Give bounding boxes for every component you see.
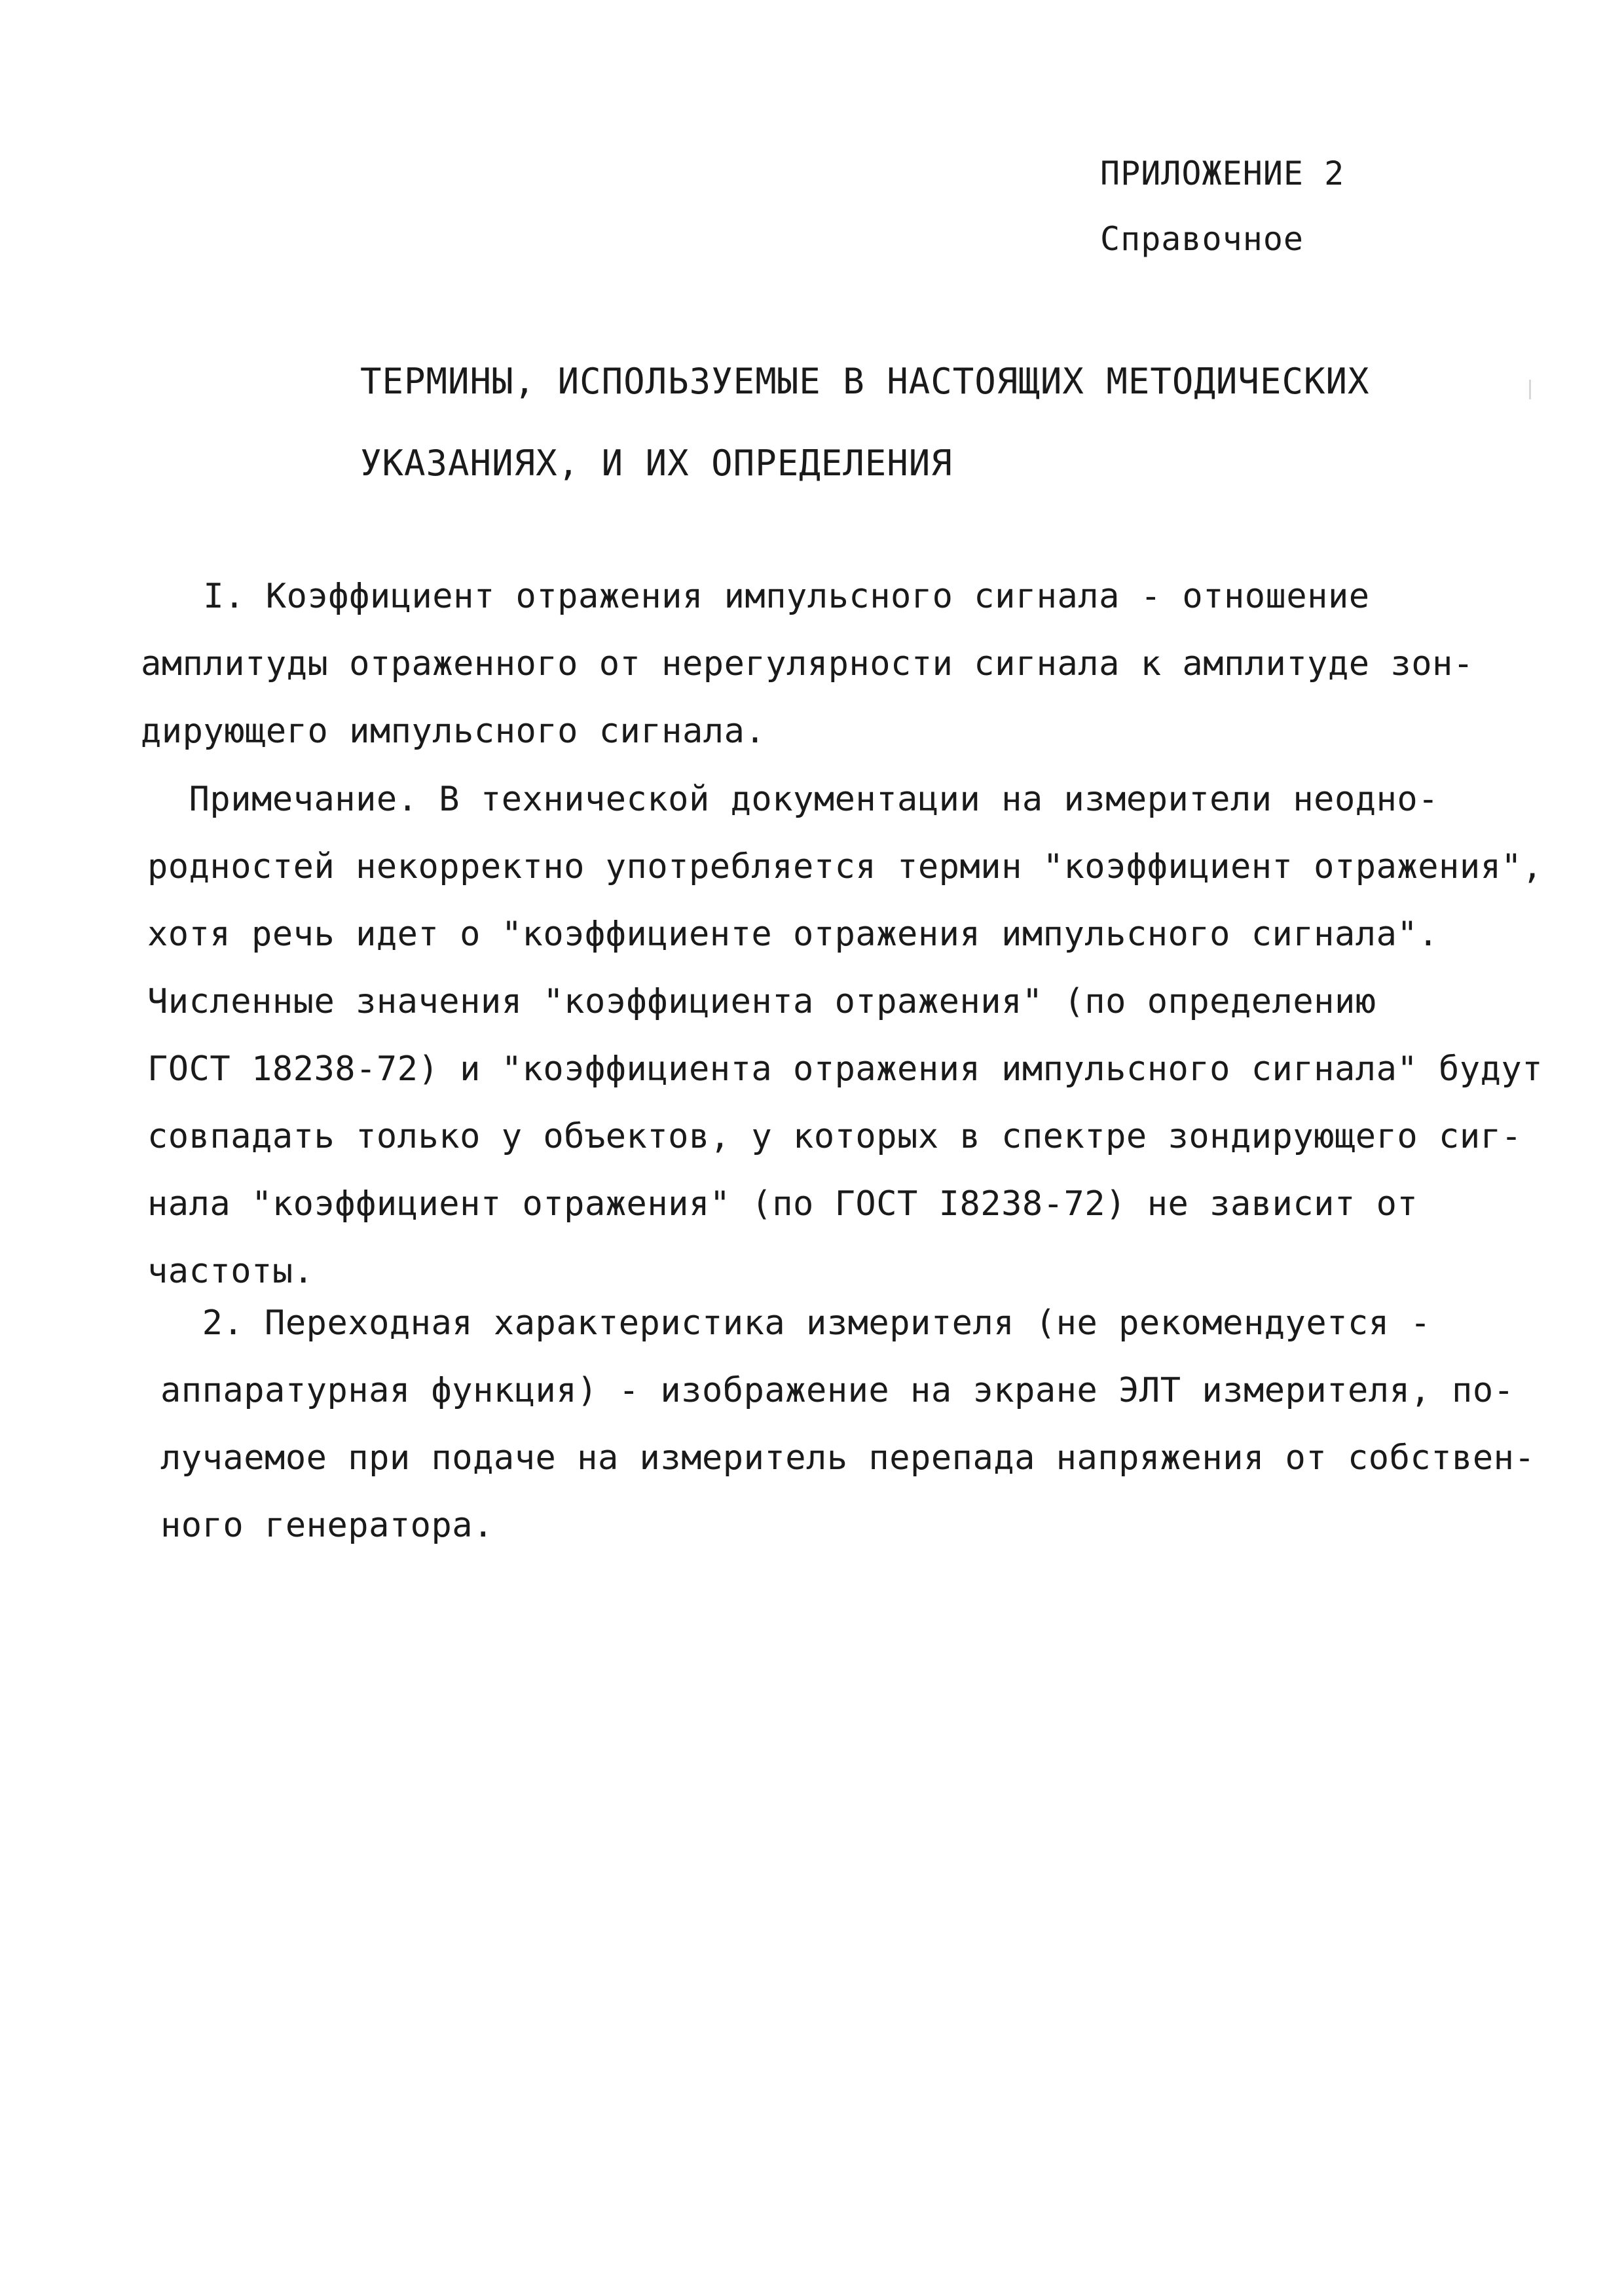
text-line: лучаемое при подаче на измеритель перепада напряжения от собствен- <box>160 1438 1536 1478</box>
appendix-type: Справочное <box>1100 220 1304 258</box>
scan-margin-mark <box>1529 380 1531 399</box>
paragraph-note <box>147 766 1543 1305</box>
text-line: дирующего импульсного сигнала. <box>141 712 766 751</box>
text-line: хотя речь идет о "коэффициенте отражения импульсного сигнала". <box>147 915 1439 954</box>
text-line: Примечание. В технической документации на измерители неодно- <box>147 780 1439 819</box>
title-line: ТЕРМИНЫ, ИСПОЛЬЗУЕМЫЕ В НАСТОЯЩИХ МЕТОДИЧЕСКИХ <box>360 361 1370 402</box>
text-line: ГОСТ 18238-72) и "коэффициента отражения импульсного сигнала" будут <box>147 1049 1543 1089</box>
text-line: амплитуды отраженного от нерегулярности сигнала к амплитуде зон- <box>141 644 1474 683</box>
appendix-header <box>1100 141 1344 272</box>
text-line: частоты. <box>147 1252 314 1291</box>
document-title <box>360 340 1370 504</box>
appendix-label: ПРИЛОЖЕНИЕ 2 <box>1100 155 1345 192</box>
text-line: совпадать только у объектов, у которых в спектре зондирующего сиг- <box>147 1117 1522 1156</box>
paragraph-definition-2 <box>160 1290 1535 1559</box>
text-line: Численные значения "коэффициента отражения" (по определению <box>147 982 1376 1021</box>
text-line: родностей некорректно употребляется термин "коэффициент отражения", <box>147 847 1543 886</box>
text-line: ного генератора. <box>160 1506 494 1545</box>
text-line: I. Коэффициент отражения импульсного сигнала - отношение <box>141 577 1370 616</box>
paragraph-definition-1 <box>141 563 1474 765</box>
text-line: аппаратурная функция) - изображение на экране ЭЛТ измерителя, по- <box>160 1371 1515 1410</box>
title-line: УКАЗАНИЯХ, И ИХ ОПРЕДЕЛЕНИЯ <box>360 443 953 484</box>
text-line: нала "коэффициент отражения" (по ГОСТ I8238-72) не зависит от <box>147 1184 1418 1224</box>
text-line: 2. Переходная характеристика измерителя (не рекомендуется - <box>160 1303 1431 1343</box>
